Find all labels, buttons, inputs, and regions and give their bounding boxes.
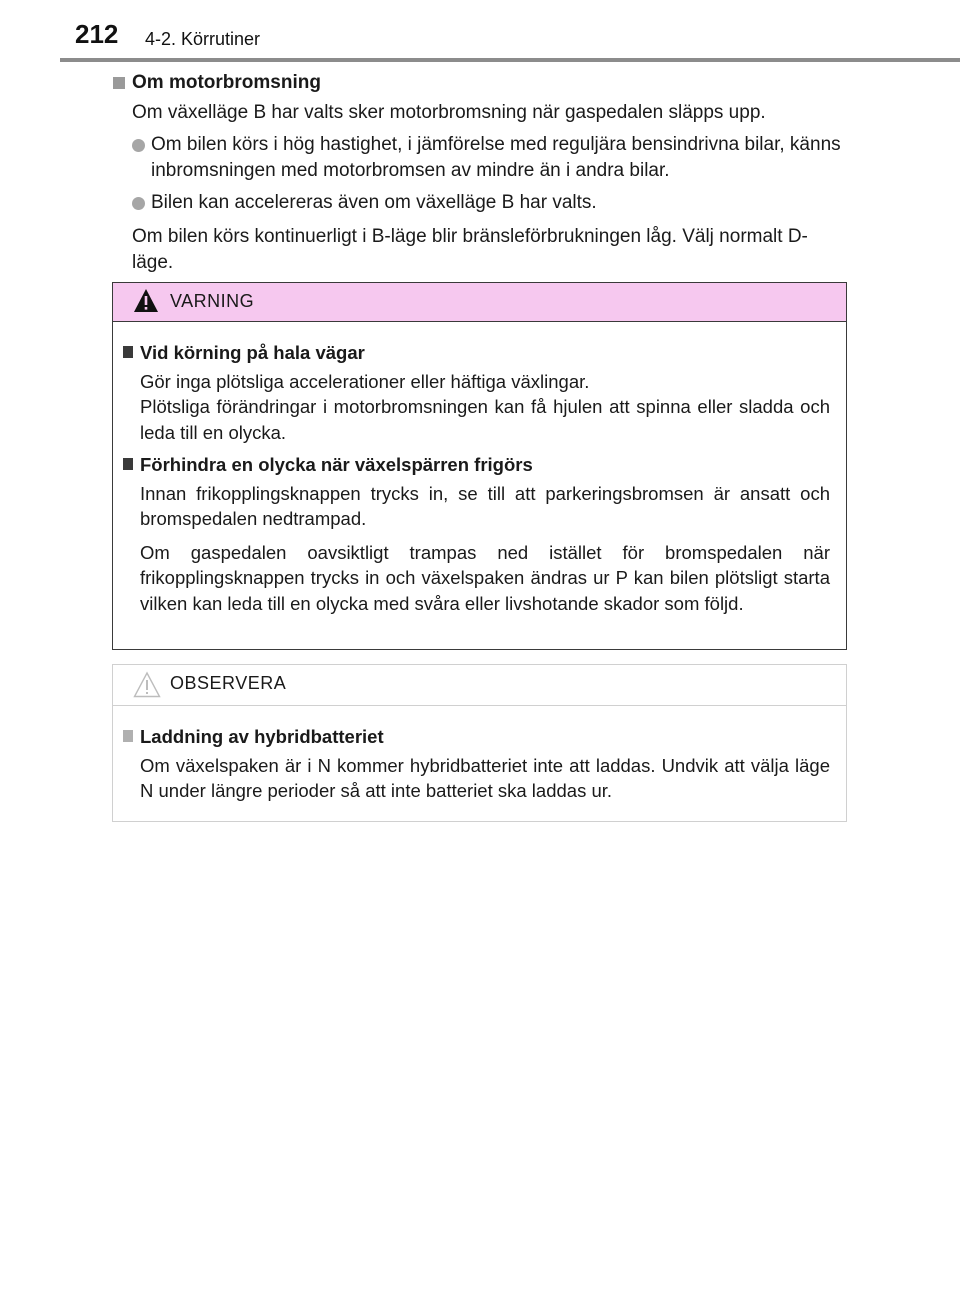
notice-body — [113, 706, 846, 804]
intro-paragraph: Om växelläge B har valts sker motorbromsning när gaspedalen släpps upp. — [132, 102, 766, 123]
warning-body — [113, 322, 846, 616]
page-number: 212 — [75, 19, 119, 49]
warning-paragraph: Gör inga plötsliga accelerationer eller häftiga växlingar. Plötsliga förändringar i motorbromsningen kan få hjulen att spinna eller sladda och leda till en olycka. — [140, 370, 830, 443]
warning-triangle-icon — [133, 288, 159, 318]
warning-section-title — [123, 340, 830, 366]
square-bullet-icon — [123, 458, 133, 470]
header-divider — [60, 58, 960, 62]
notice-box — [112, 664, 847, 822]
square-bullet-icon — [113, 77, 125, 89]
bullet-item — [132, 132, 848, 184]
warning-heading: VARNING — [170, 291, 255, 311]
warning-section-title — [123, 452, 830, 478]
bullet-item — [132, 190, 848, 216]
page-header — [0, 0, 960, 62]
bullet-text: Bilen kan accelereras även om växelläge B har valts. — [151, 192, 597, 213]
notice-heading: OBSERVERA — [170, 673, 287, 693]
warning-paragraph: Om gaspedalen oavsiktligt trampas ned istället för bromspedalen när frikopplingsknappen trycks in och växelspaken ändras ur P kan bilen plötsligt starta vilken kan leda till en olycka med svåra eller livshotande skador som följd. — [140, 541, 830, 614]
engine-braking-section — [113, 70, 848, 276]
bullet-text: Om bilen körs i hög hastighet, i jämförelse med reguljära bensindrivna bilar, känns inbromsningen med motorbromsen av mindre än i andra bilar. — [151, 134, 841, 181]
section-title — [113, 70, 848, 96]
notice-header — [113, 665, 846, 706]
chapter-title: 4-2. Körrutiner — [145, 29, 261, 49]
notice-paragraph: Om växelspaken är i N kommer hybridbatteriet inte att laddas. Undvik att välja läge N under längre perioder så att inte batteriet ska laddas ur. — [140, 754, 830, 801]
circle-bullet-icon — [132, 197, 145, 210]
square-bullet-icon — [123, 730, 133, 742]
notice-section-title-text: Laddning av hybridbatteriet — [140, 726, 384, 747]
circle-bullet-icon — [132, 139, 145, 152]
caution-triangle-icon — [133, 671, 161, 703]
warning-section-title-text: Förhindra en olycka när växelspärren frigörs — [140, 454, 533, 475]
square-bullet-icon — [123, 346, 133, 358]
warning-header — [113, 283, 846, 322]
notice-section-title — [123, 724, 830, 750]
warning-paragraph: Innan frikopplingsknappen trycks in, se till att parkeringsbromsen är ansatt och bromspedalen nedtrampad. — [140, 482, 830, 529]
warning-box — [112, 282, 847, 650]
warning-section-title-text: Vid körning på hala vägar — [140, 342, 365, 363]
section-title-text: Om motorbromsning — [132, 72, 321, 93]
outro-paragraph: Om bilen körs kontinuerligt i B-läge blir bränsleförbrukningen låg. Välj normalt D-läge. — [132, 226, 808, 273]
